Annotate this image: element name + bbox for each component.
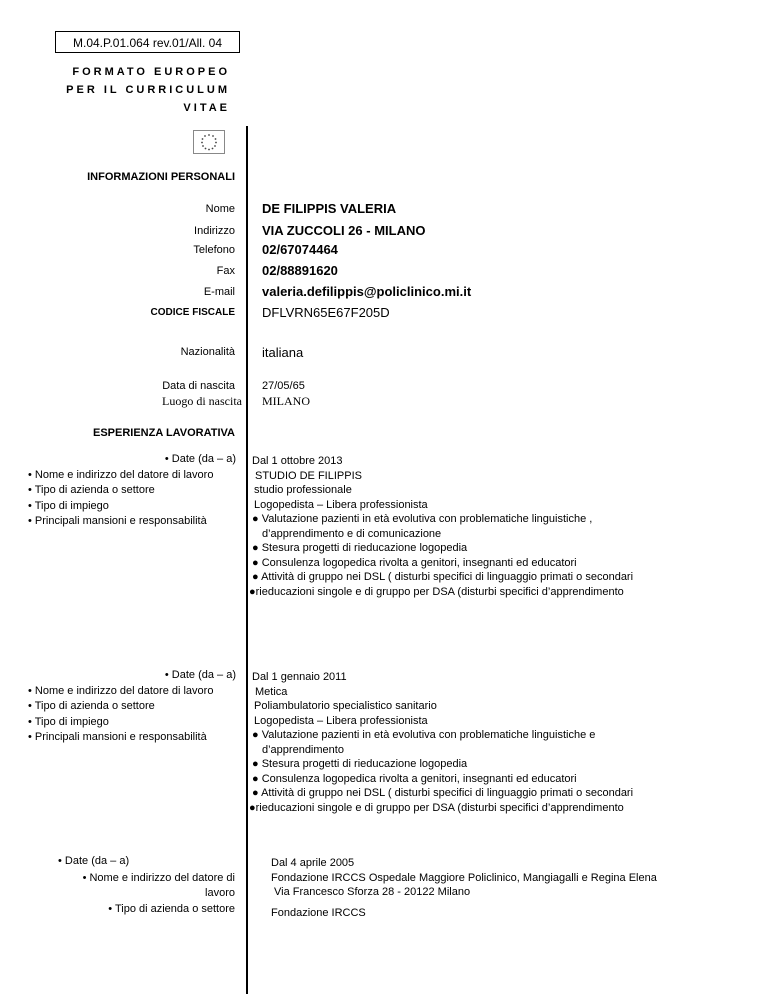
entry-duty: ● Attività di gruppo nei DSL ( disturbi specifici di linguaggio primati o secondari bbox=[252, 787, 634, 799]
label-employer-line-2: lavoro bbox=[205, 887, 235, 899]
value-birth-date: 27/05/65 bbox=[262, 380, 305, 392]
label-fax: Fax bbox=[216, 265, 235, 277]
entry-job: Logopedista – Libera professionista bbox=[254, 498, 428, 511]
entry-dates: Dal 1 ottobre 2013 bbox=[252, 455, 343, 467]
value-phone: 02/67074464 bbox=[262, 242, 338, 257]
label-birth-place: Luogo di nascita bbox=[162, 394, 242, 408]
label-employer-line-1: • Nome e indirizzo del datore di bbox=[82, 872, 235, 884]
label-address: Indirizzo bbox=[194, 225, 235, 237]
entry-sector: Fondazione IRCCS bbox=[271, 906, 366, 919]
entry-sector: studio professionale bbox=[254, 484, 352, 496]
entry-employer: Fondazione IRCCS Ospedale Maggiore Policlinico, Mangiagalli e Regina Elena bbox=[271, 871, 657, 884]
label-dates: • Date (da – a) bbox=[164, 669, 236, 681]
entry-duty: ● Stesura progetti di rieducazione logopedia bbox=[252, 758, 468, 770]
value-fax: 02/88891620 bbox=[262, 263, 338, 278]
experience-entry-2 bbox=[249, 670, 634, 815]
cv-title-line-3: VITAE bbox=[183, 102, 230, 114]
entry-duty: d’apprendimento e di comunicazione bbox=[262, 527, 442, 540]
label-tax-code: CODICE FISCALE bbox=[150, 307, 235, 318]
value-birth-place: MILANO bbox=[262, 394, 310, 408]
entry-duty: d’apprendimento bbox=[262, 743, 344, 756]
label-sector-3: • Tipo di azienda o settore bbox=[108, 903, 235, 915]
label-birth-date: Data di nascita bbox=[162, 380, 235, 392]
label-employer: • Nome e indirizzo del datore di lavoro bbox=[28, 684, 214, 697]
entry-duty: ●rieducazioni singole e di gruppo per DSA (disturbi specifici d’apprendimento bbox=[249, 585, 624, 598]
entry-employer: Metica bbox=[255, 685, 288, 698]
value-tax-code: DFLVRN65E67F205D bbox=[262, 305, 390, 320]
label-employer: • Nome e indirizzo del datore di lavoro bbox=[28, 468, 214, 481]
label-sector: • Tipo di azienda o settore bbox=[28, 700, 155, 712]
entry-dates: Dal 4 aprile 2005 bbox=[271, 857, 355, 869]
entry-duty: ● Valutazione pazienti in età evolutiva con problematiche linguistiche , bbox=[252, 513, 593, 525]
experience-entry-3 bbox=[271, 856, 657, 920]
entry-duty: ● Consulenza logopedica rivolta a genitori, insegnanti ed educatori bbox=[252, 556, 577, 569]
label-nationality: Nazionalità bbox=[180, 346, 235, 358]
eu-flag-icon bbox=[193, 130, 225, 154]
label-duties: • Principali mansioni e responsabilità bbox=[28, 731, 207, 743]
cv-title-line-2: PER IL CURRICULUM bbox=[66, 84, 230, 96]
entry-employer: STUDIO DE FILIPPIS bbox=[255, 469, 362, 482]
entry-duty: ● Stesura progetti di rieducazione logopedia bbox=[252, 542, 468, 554]
document-reference: M.04.P.01.064 rev.01/All. 04 bbox=[55, 31, 240, 53]
experience-labels-1 bbox=[28, 452, 236, 530]
entry-dates: Dal 1 gennaio 2011 bbox=[252, 671, 347, 683]
entry-sector: Poliambulatorio specialistico sanitario bbox=[254, 700, 437, 712]
label-duties: • Principali mansioni e responsabilità bbox=[28, 515, 207, 527]
entry-employer-address: Via Francesco Sforza 28 - 20122 Milano bbox=[274, 886, 471, 898]
value-email: valeria.defilippis@policlinico.mi.it bbox=[262, 284, 472, 299]
label-employer-3 bbox=[35, 871, 235, 901]
entry-job: Logopedista – Libera professionista bbox=[254, 714, 428, 727]
cv-title-line-1: FORMATO EUROPEO bbox=[72, 66, 230, 78]
label-job: • Tipo di impiego bbox=[28, 499, 109, 512]
section-title-experience: ESPERIENZA LAVORATIVA bbox=[93, 427, 235, 439]
entry-duty: ●rieducazioni singole e di gruppo per DSA (disturbi specifici d’apprendimento bbox=[249, 801, 624, 814]
entry-duty: ● Attività di gruppo nei DSL ( disturbi specifici di linguaggio primati o secondari bbox=[252, 571, 634, 583]
label-name: Nome bbox=[205, 203, 235, 215]
label-phone: Telefono bbox=[193, 244, 235, 256]
experience-entry-1 bbox=[249, 454, 634, 599]
label-job: • Tipo di impiego bbox=[28, 715, 109, 728]
label-email: E-mail bbox=[203, 286, 235, 298]
entry-duty: ● Valutazione pazienti in età evolutiva con problematiche linguistiche e bbox=[252, 729, 596, 741]
value-address: VIA ZUCCOLI 26 - MILANO bbox=[262, 223, 426, 238]
label-dates-3: • Date (da – a) bbox=[58, 855, 130, 867]
section-title-personal: INFORMAZIONI PERSONALI bbox=[87, 171, 235, 183]
value-nationality: italiana bbox=[262, 345, 304, 360]
column-divider bbox=[246, 126, 248, 994]
label-dates: • Date (da – a) bbox=[164, 453, 236, 465]
label-sector: • Tipo di azienda o settore bbox=[28, 484, 155, 496]
value-name: DE FILIPPIS VALERIA bbox=[262, 201, 397, 216]
experience-labels-2 bbox=[28, 668, 236, 746]
entry-duty: ● Consulenza logopedica rivolta a genitori, insegnanti ed educatori bbox=[252, 772, 577, 785]
